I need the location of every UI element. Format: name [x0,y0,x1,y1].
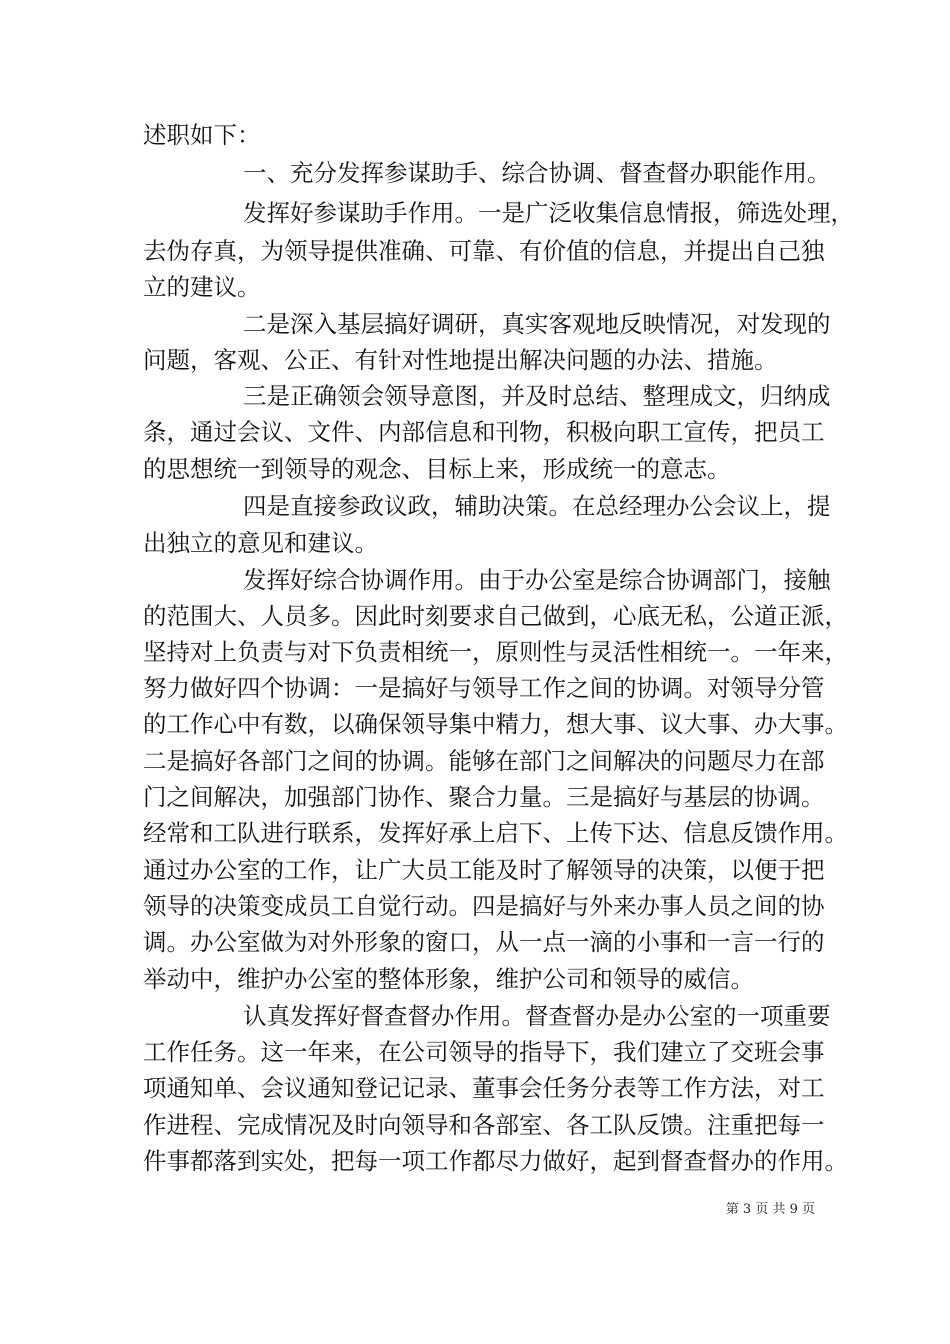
paragraph-line: 通过办公室的工作，让广大员工能及时了解领导的决策，以便于把 [143,856,825,884]
paragraph-line: 举动中，维护办公室的整体形象，维护公司和领导的威信。 [143,965,754,993]
paragraph-line: 门之间解决，加强部门协作、聚合力量。三是搞好与基层的协调。 [143,783,825,811]
paragraph-line: 认真发挥好督查督办作用。督查督办是办公室的一项重要 [243,1002,831,1030]
section-heading: 一、充分发挥参谋助手、综合协调、督查督办职能作用。 [243,159,831,187]
paragraph-line: 二是深入基层搞好调研，真实客观地反映情况，对发现的 [243,310,831,338]
paragraph-line: 工作任务。这一年来，在公司领导的指导下，我们建立了交班会事 [143,1038,825,1066]
paragraph-line: 立的建议。 [143,273,261,301]
paragraph-line: 的思想统一到领导的观念、目标上来，形成统一的意志。 [143,455,731,483]
paragraph-line: 经常和工队进行联系，发挥好承上启下、上传下达、信息反馈作用。 [143,819,848,847]
paragraph-line: 四是直接参政议政，辅助决策。在总经理办公会议上，提 [243,492,831,520]
paragraph-line: 的工作心中有数，以确保领导集中精力，想大事、议大事、办大事。 [143,710,848,738]
paragraph-line: 二是搞好各部门之间的协调。能够在部门之间解决的问题尽力在部 [143,747,825,775]
paragraph-line: 发挥好综合协调作用。由于办公室是综合协调部门，接触 [243,566,831,594]
paragraph-line: 领导的决策变成员工自觉行动。四是搞好与外来办事人员之间的协 [143,892,825,920]
paragraph-line: 去伪存真，为领导提供准确、可靠、有价值的信息，并提出自己独 [143,237,825,265]
paragraph-line: 件事都落到实处，把每一项工作都尽力做好，起到督查督办的作用。 [143,1147,848,1175]
paragraph-line: 作进程、完成情况及时向领导和各部室、各工队反馈。注重把每一 [143,1111,825,1139]
paragraph-line: 调。办公室做为对外形象的窗口，从一点一滴的小事和一言一行的 [143,928,825,956]
page-number: 第 3 页 共 9 页 [725,1202,815,1217]
paragraph-line: 的范围大、人员多。因此时刻要求自己做到，心底无私，公道正派， [143,602,848,630]
paragraph-line: 条，通过会议、文件、内部信息和刊物，积极向职工宣传，把员工 [143,418,825,446]
paragraph-line: 述职如下： [143,121,261,149]
paragraph-line: 努力做好四个协调：一是搞好与领导工作之间的协调。对领导分管 [143,674,825,702]
paragraph-line: 问题，客观、公正、有针对性地提出解决问题的办法、措施。 [143,346,778,374]
paragraph-line: 发挥好参谋助手作用。一是广泛收集信息情报，筛选处理， [243,199,854,227]
paragraph-line: 项通知单、会议通知登记记录、董事会任务分表等工作方法，对工 [143,1074,825,1102]
paragraph-line: 三是正确领会领导意图，并及时总结、整理成文，归纳成 [243,382,831,410]
paragraph-line: 坚持对上负责与对下负责相统一，原则性与灵活性相统一。一年来， [143,638,848,666]
paragraph-line: 出独立的意见和建议。 [143,529,378,557]
